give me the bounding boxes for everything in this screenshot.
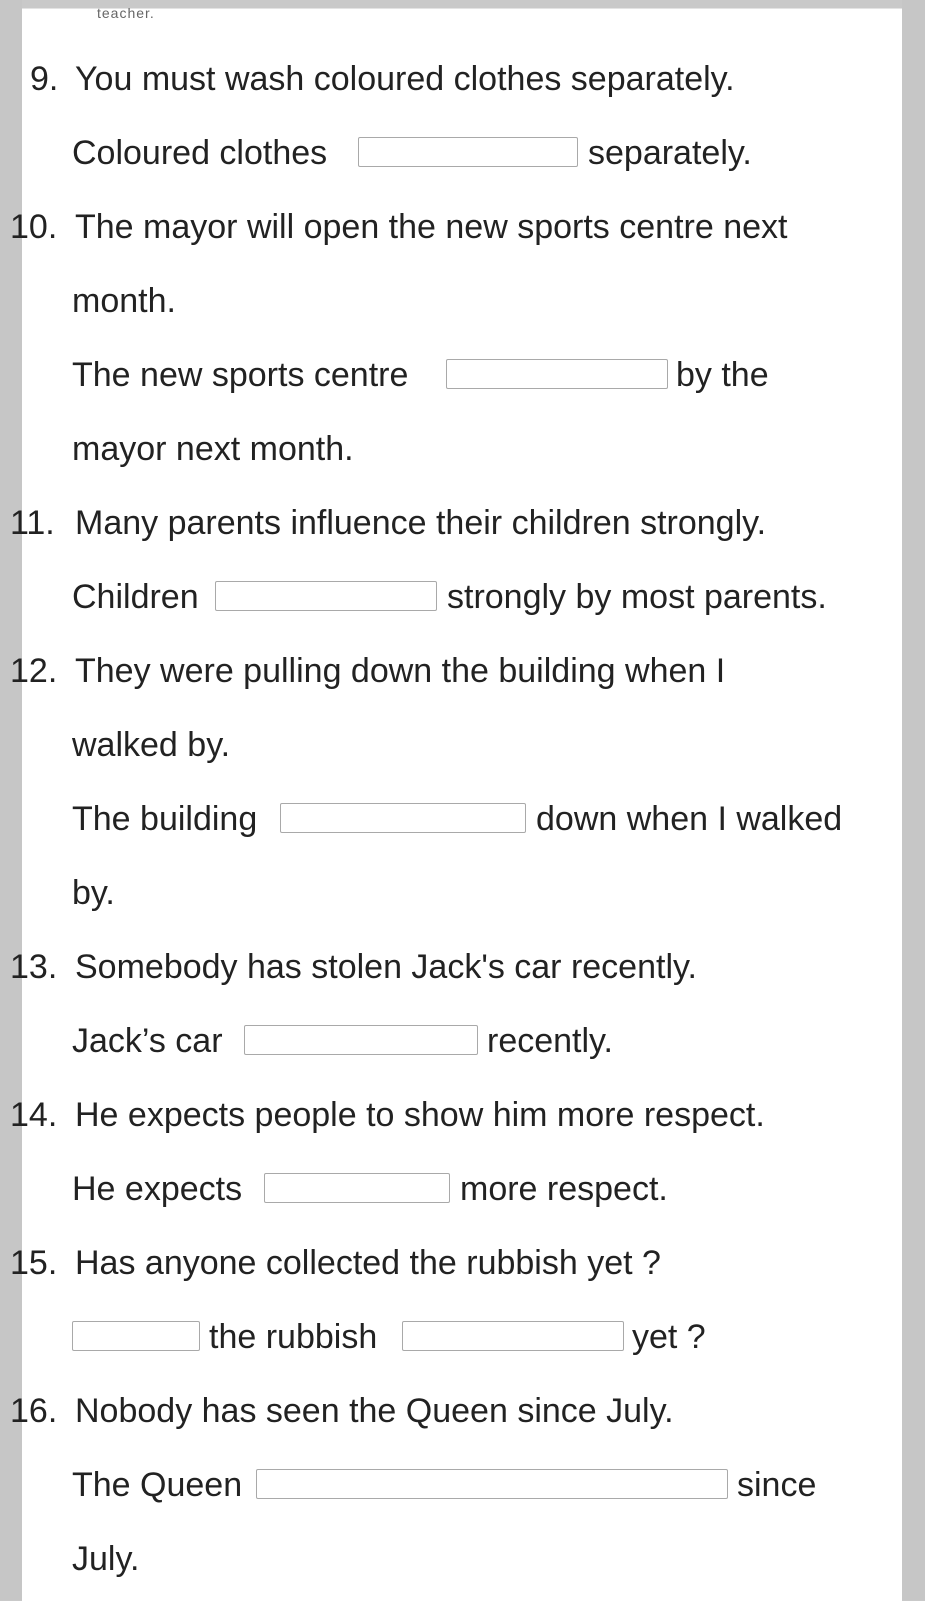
question-text-cont: walked by. [72, 726, 231, 764]
answer-text-cont: by. [72, 874, 115, 912]
question-12-cont [22, 723, 902, 767]
answer-text-end: down when I walked [536, 800, 843, 838]
answer-text-start: Children [72, 578, 199, 616]
cutoff-text: teacher. [97, 5, 155, 21]
answer-input-15a[interactable] [72, 1321, 200, 1351]
answer-text-start: The new sports centre [72, 356, 409, 394]
answer-text-end: recently. [487, 1022, 613, 1060]
answer-input-9[interactable] [358, 137, 578, 167]
question-text: The mayor will open the new sports centre next [75, 208, 788, 246]
answer-11 [22, 575, 902, 619]
question-11 [10, 501, 902, 545]
question-text: You must wash coloured clothes separately. [75, 60, 735, 98]
answer-text-end: separately. [588, 134, 752, 172]
question-10 [10, 205, 902, 249]
answer-text-start: The Queen [72, 1466, 243, 1504]
answer-input-16[interactable] [256, 1469, 728, 1499]
answer-input-12[interactable] [280, 803, 526, 833]
answer-input-11[interactable] [215, 581, 437, 611]
question-text: Somebody has stolen Jack's car recently. [75, 948, 697, 986]
question-text: Many parents influence their children strongly. [75, 504, 767, 542]
item-number: 13. [10, 948, 58, 986]
question-13 [10, 945, 902, 989]
answer-text-cont: mayor next month. [72, 430, 354, 468]
answer-text-end: since [737, 1466, 817, 1504]
answer-text-middle: the rubbish [209, 1318, 378, 1356]
answer-text-start: Coloured clothes [72, 134, 328, 172]
answer-14 [22, 1167, 902, 1211]
item-number: 14. [10, 1096, 58, 1134]
item-number: 10. [10, 208, 58, 246]
answer-15 [22, 1315, 902, 1359]
answer-9 [22, 131, 902, 175]
answer-input-15b[interactable] [402, 1321, 624, 1351]
question-12 [10, 649, 902, 693]
item-number: 11. [10, 504, 55, 542]
item-number: 9. [30, 60, 59, 98]
answer-16 [22, 1463, 902, 1507]
answer-text-end: by the [676, 356, 769, 394]
answer-10 [22, 353, 902, 397]
answer-text-start: Jack’s car [72, 1022, 223, 1060]
worksheet-page [10, 5, 902, 1601]
question-15 [10, 1241, 902, 1285]
answer-input-10[interactable] [446, 359, 668, 389]
answer-16-cont [22, 1537, 902, 1581]
question-10-cont [22, 279, 902, 323]
question-14 [10, 1093, 902, 1137]
question-text: Nobody has seen the Queen since July. [75, 1392, 674, 1430]
question-16 [10, 1389, 902, 1433]
answer-13 [22, 1019, 902, 1063]
answer-12-cont [22, 871, 902, 915]
right-scrollbar-area [902, 0, 925, 1600]
answer-text-start: He expects [72, 1170, 243, 1208]
answer-input-14[interactable] [264, 1173, 450, 1203]
question-text: They were pulling down the building when I [75, 652, 726, 690]
answer-text-end: yet ? [632, 1318, 706, 1356]
answer-10-cont [22, 427, 902, 471]
item-number: 15. [10, 1244, 58, 1282]
answer-12 [22, 797, 902, 841]
question-text-cont: month. [72, 282, 176, 320]
answer-text-cont: July. [72, 1540, 140, 1578]
question-text: Has anyone collected the rubbish yet ? [75, 1244, 661, 1282]
item-number: 12. [10, 652, 58, 690]
question-text: He expects people to show him more respect. [75, 1096, 765, 1134]
answer-text-start: The building [72, 800, 258, 838]
answer-text-end: more respect. [460, 1170, 668, 1208]
answer-text-end: strongly by most parents. [447, 578, 827, 616]
answer-input-13[interactable] [244, 1025, 478, 1055]
item-number: 16. [10, 1392, 58, 1430]
question-9 [22, 57, 902, 101]
